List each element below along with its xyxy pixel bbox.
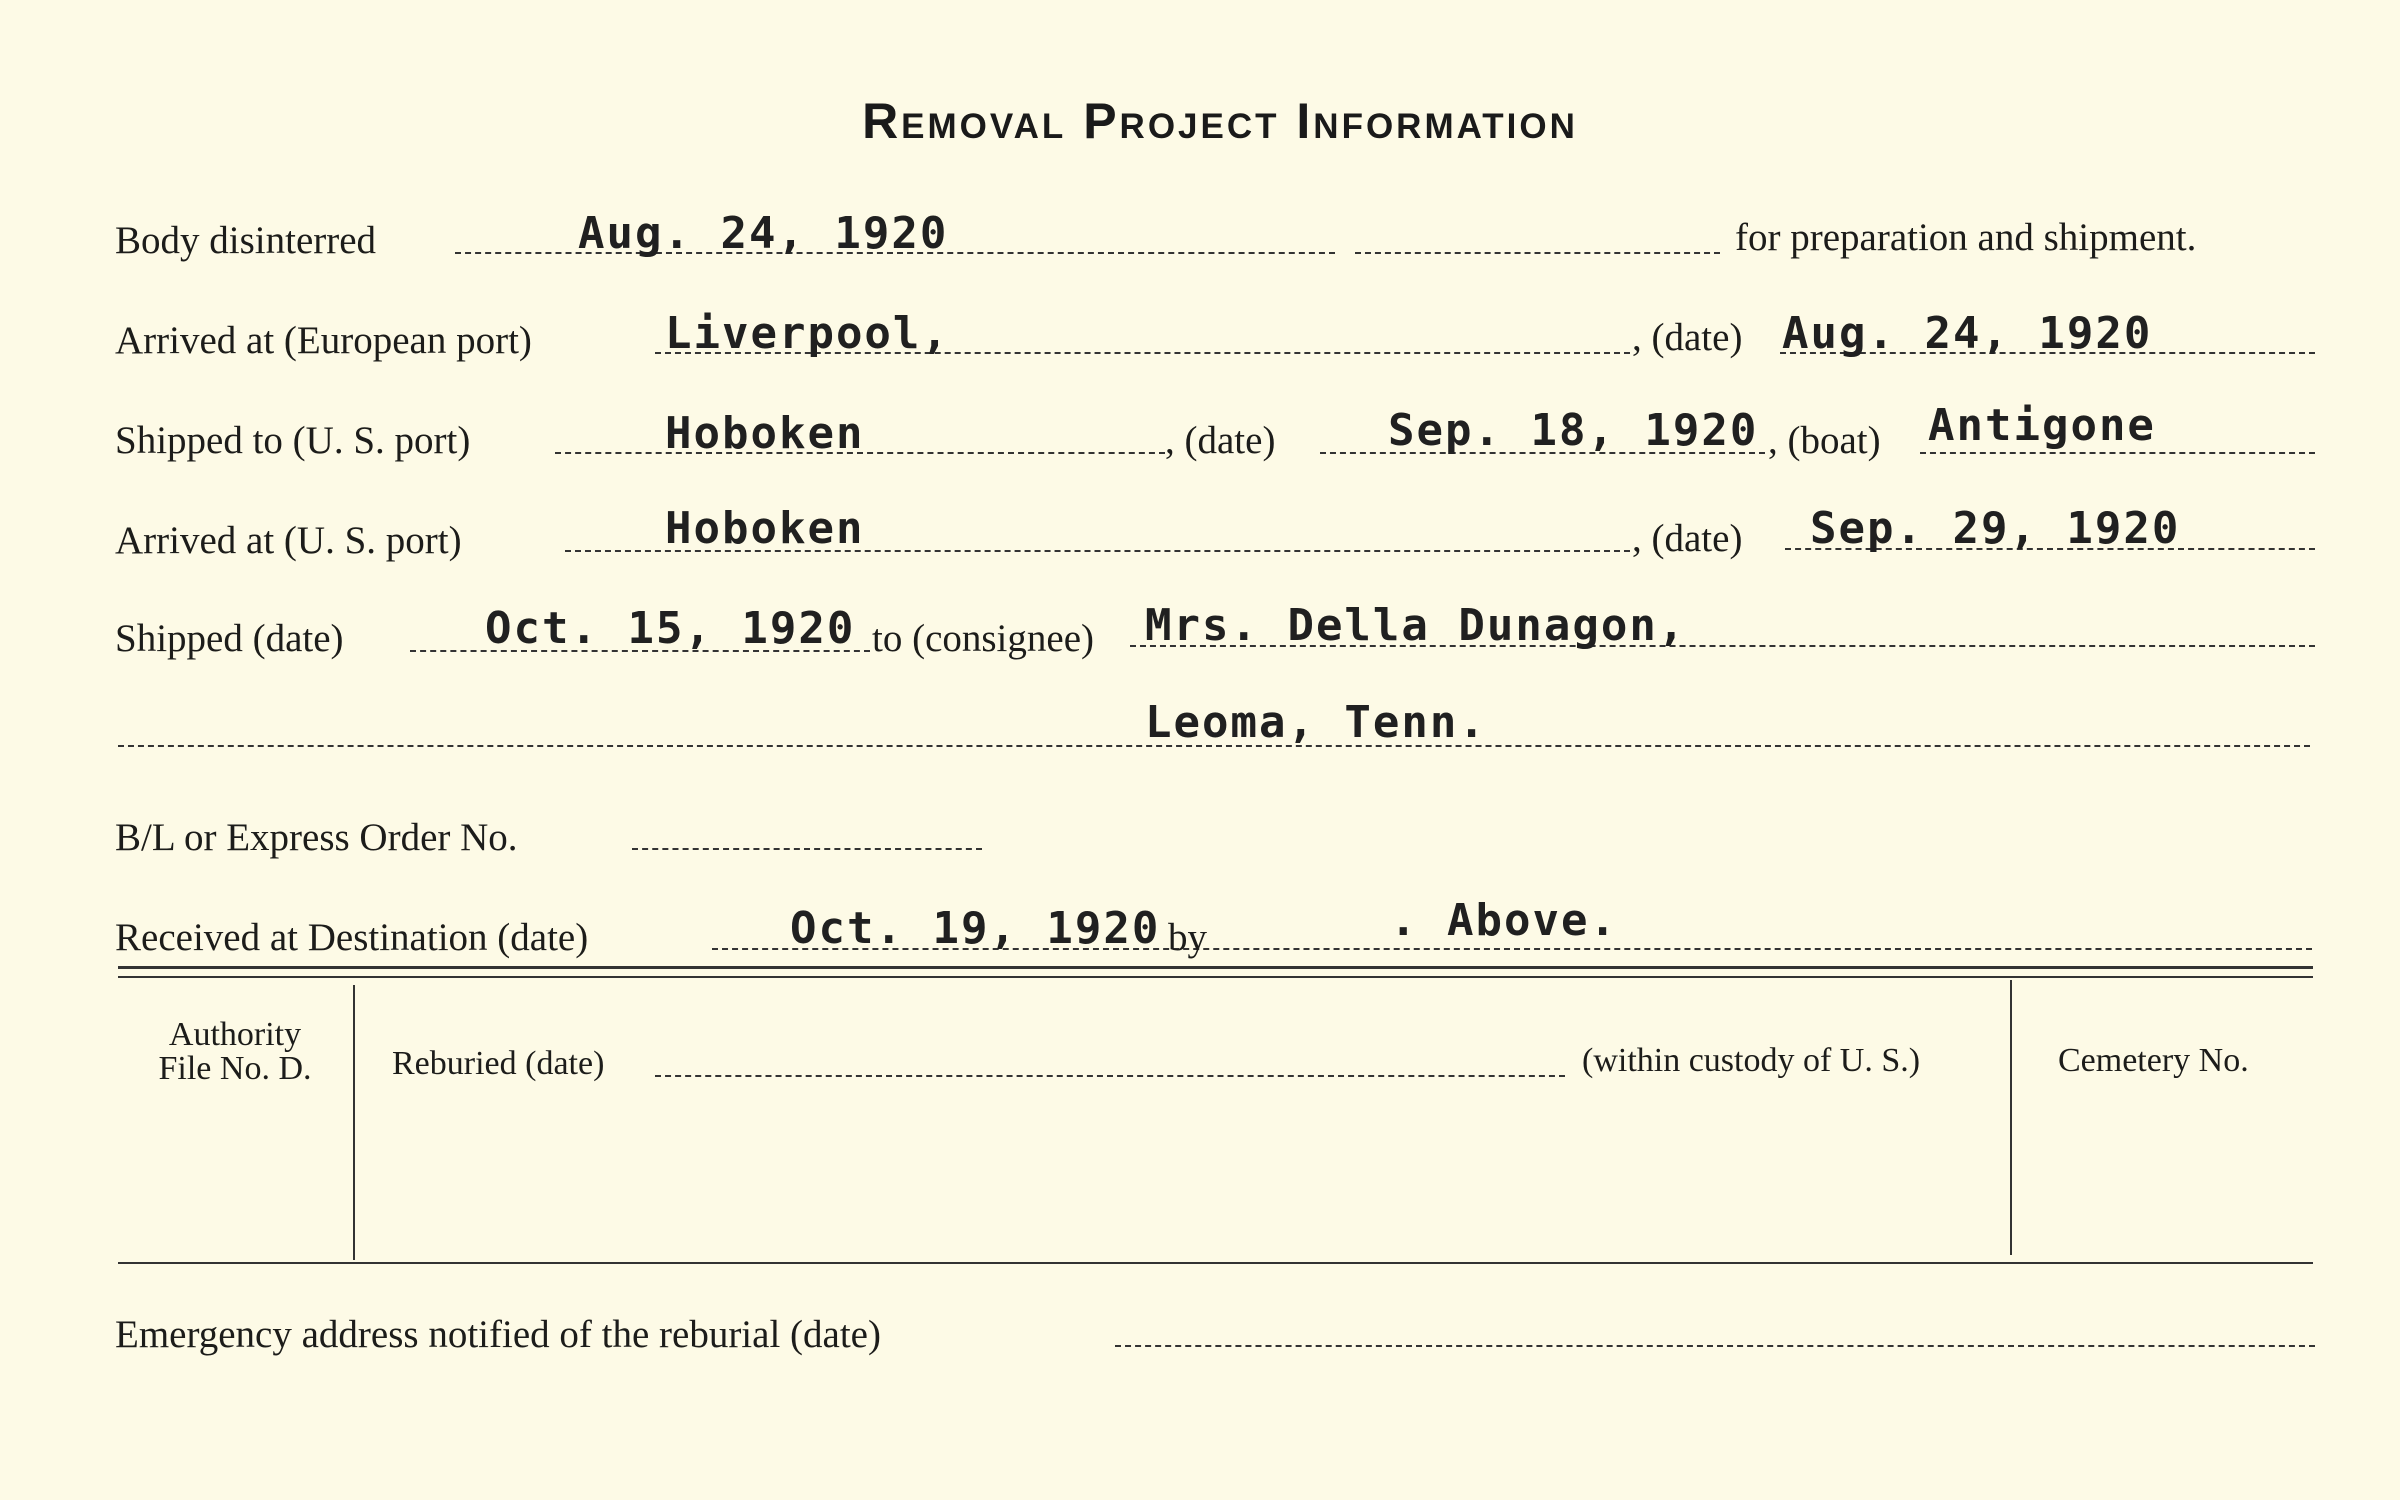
arrived-european-date-label: , (date) <box>1632 316 1743 359</box>
box-divider-left <box>353 985 355 1260</box>
consignee-name: Mrs. Della Dunagon, <box>1145 600 1687 651</box>
arrived-european-port: Liverpool, <box>665 308 950 359</box>
shipped-us-date: Sep. 18, 1920 <box>1388 405 1759 456</box>
box-bottom-rule <box>118 1262 2313 1264</box>
arrived-european-date: Aug. 24, 1920 <box>1782 308 2153 359</box>
bl-label: B/L or Express Order No. <box>115 816 518 859</box>
reburied-line <box>655 1075 1565 1077</box>
authority-label: Authority <box>168 1016 302 1053</box>
received-date: Oct. 19, 1920 <box>790 903 1161 954</box>
cemetery-label: Cemetery No. <box>2058 1042 2249 1079</box>
consignee-label: to (consignee) <box>872 617 1095 660</box>
arrived-us-label: Arrived at (U. S. port) <box>115 519 462 562</box>
file-no-label: File No. D. <box>158 1050 312 1087</box>
shipped-label: Shipped (date) <box>115 617 344 660</box>
box-divider-right <box>2010 980 2012 1255</box>
shipped-us-boat-line <box>1920 452 2315 454</box>
arrived-us-port: Hoboken <box>665 503 865 554</box>
received-by-value: . Above. <box>1390 895 1618 946</box>
double-rule-top <box>118 966 2313 969</box>
disinterred-suffix: for preparation and shipment. <box>1735 216 2197 259</box>
custody-label: (within custody of U. S.) <box>1582 1042 1921 1079</box>
reburied-label: Reburied (date) <box>392 1045 605 1082</box>
arrived-us-date-label: , (date) <box>1632 517 1743 560</box>
disinterred-date: Aug. 24, 1920 <box>578 208 949 259</box>
received-label: Received at Destination (date) <box>115 916 589 959</box>
shipped-us-date-label: , (date) <box>1165 419 1276 462</box>
card-title: Removal Project Information <box>862 93 1578 149</box>
shipped-date: Oct. 15, 1920 <box>485 603 856 654</box>
arrived-european-label: Arrived at (European port) <box>115 319 532 362</box>
disinterred-line-2 <box>1355 252 1720 254</box>
consignee-address: Leoma, Tenn. <box>1145 697 1487 748</box>
double-rule-bottom <box>118 976 2313 978</box>
emergency-label: Emergency address notified of the reburial (date) <box>115 1313 881 1356</box>
shipped-us-label: Shipped to (U. S. port) <box>115 419 471 462</box>
bl-line <box>632 848 982 850</box>
emergency-line <box>1115 1345 2315 1347</box>
shipped-us-boat: Antigone <box>1928 400 2156 451</box>
shipped-us-port: Hoboken <box>665 408 865 459</box>
received-by-label: by <box>1168 916 1207 959</box>
disinterred-label: Body disinterred <box>115 219 377 262</box>
arrived-us-date: Sep. 29, 1920 <box>1810 503 2181 554</box>
shipped-us-boat-label: , (boat) <box>1768 419 1881 462</box>
